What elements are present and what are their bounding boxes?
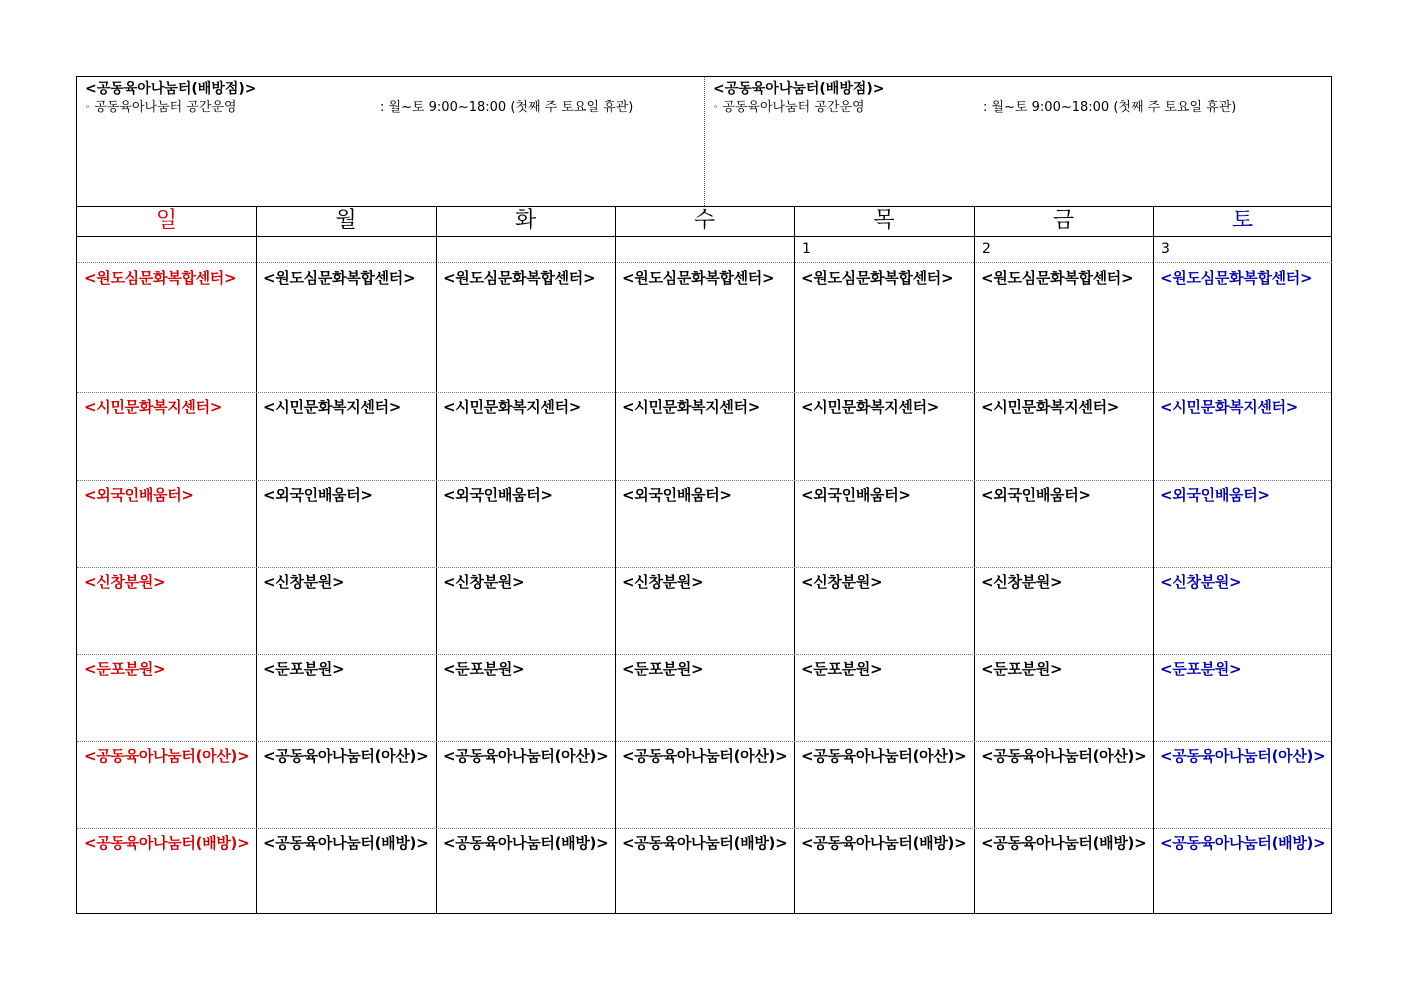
venue-cell: <외국인배움터> — [443, 486, 553, 504]
notice-area — [77, 77, 1331, 207]
row-divider — [77, 392, 1331, 393]
venue-cell: <원도심문화복합센터> — [1160, 269, 1313, 287]
venue-cell: <둔포분원> — [84, 660, 166, 678]
venue-cell: <둔포분원> — [981, 660, 1063, 678]
date-number — [436, 237, 615, 263]
notice-item-label: 공동육아나눔터 공간운영 — [722, 100, 865, 115]
venue-cell: <공동육아나눔터(아산)> — [443, 747, 609, 765]
notice-item-label: 공동육아나눔터 공간운영 — [94, 100, 237, 115]
weekday-header-monday: 월 — [256, 206, 436, 237]
venue-cell: <외국인배움터> — [622, 486, 732, 504]
venue-cell: <둔포분원> — [1160, 660, 1242, 678]
date-number: 1 — [794, 237, 974, 263]
venue-cell: <시민문화복지센터> — [801, 398, 940, 416]
venue-cell: <시민문화복지센터> — [981, 398, 1120, 416]
venue-cell: <원도심문화복합센터> — [981, 269, 1134, 287]
notice-item — [85, 96, 237, 115]
venue-cell: <공동육아나눔터(배방)> — [981, 834, 1147, 852]
venue-cell: <공동육아나눔터(아산)> — [84, 747, 250, 765]
venue-cell: <공동육아나눔터(배방)> — [443, 834, 609, 852]
venue-cell: <원도심문화복합센터> — [443, 269, 596, 287]
venue-cell: <외국인배움터> — [981, 486, 1091, 504]
column-divider — [436, 206, 437, 914]
venue-cell: <원도심문화복합센터> — [801, 269, 954, 287]
venue-cell: <신창분원> — [622, 573, 704, 591]
column-divider — [256, 206, 257, 914]
venue-cell: <공동육아나눔터(아산)> — [1160, 747, 1326, 765]
column-divider — [615, 206, 616, 914]
row-divider — [77, 828, 1331, 829]
column-divider — [974, 206, 975, 914]
venue-cell: <외국인배움터> — [263, 486, 373, 504]
venue-cell: <공동육아나눔터(아산)> — [981, 747, 1147, 765]
venue-cell: <외국인배움터> — [1160, 486, 1270, 504]
venue-cell: <신창분원> — [801, 573, 883, 591]
venue-cell: <둔포분원> — [801, 660, 883, 678]
venue-cell: <신창분원> — [981, 573, 1063, 591]
notice-item — [713, 96, 865, 115]
weekday-header-thursday: 목 — [794, 206, 974, 237]
venue-cell: <외국인배움터> — [84, 486, 194, 504]
date-number — [256, 237, 436, 263]
notice-left — [77, 77, 705, 206]
venue-cell: <공동육아나눔터(배방)> — [801, 834, 967, 852]
weekday-header-sunday: 일 — [77, 206, 256, 237]
venue-cell: <원도심문화복합센터> — [84, 269, 237, 287]
date-number: 2 — [974, 237, 1153, 263]
date-number — [77, 237, 256, 263]
calendar-sheet — [76, 76, 1332, 914]
venue-cell: <시민문화복지센터> — [1160, 398, 1299, 416]
weekday-header-wednesday: 수 — [615, 206, 794, 237]
venue-cell: <신창분원> — [1160, 573, 1242, 591]
venue-cell: <공동육아나눔터(배방)> — [263, 834, 429, 852]
venue-cell: <공동육아나눔터(배방)> — [622, 834, 788, 852]
bullet-icon: ◦ — [85, 102, 91, 113]
date-number — [615, 237, 794, 263]
column-divider — [1153, 206, 1154, 914]
venue-cell: <둔포분원> — [263, 660, 345, 678]
column-divider — [794, 206, 795, 914]
venue-cell: <둔포분원> — [622, 660, 704, 678]
weekday-header-friday: 금 — [974, 206, 1153, 237]
notice-title: <공동육아나눔터(배방점)> — [85, 81, 257, 97]
bullet-icon: ◦ — [713, 102, 719, 113]
venue-cell: <둔포분원> — [443, 660, 525, 678]
notice-hours: : 월~토 9:00~18:00 (첫째 주 토요일 휴관) — [380, 100, 634, 115]
row-divider — [77, 480, 1331, 481]
venue-cell: <신창분원> — [84, 573, 166, 591]
venue-cell: <시민문화복지센터> — [622, 398, 761, 416]
venue-cell: <신창분원> — [443, 573, 525, 591]
weekday-header-tuesday: 화 — [436, 206, 615, 237]
notice-right — [705, 77, 1331, 206]
venue-cell: <공동육아나눔터(배방)> — [84, 834, 250, 852]
row-divider — [77, 741, 1331, 742]
notice-hours: : 월~토 9:00~18:00 (첫째 주 토요일 휴관) — [983, 100, 1237, 115]
venue-cell: <공동육아나눔터(아산)> — [263, 747, 429, 765]
venue-cell: <공동육아나눔터(아산)> — [622, 747, 788, 765]
venue-cell: <시민문화복지센터> — [84, 398, 223, 416]
venue-cell: <원도심문화복합센터> — [263, 269, 416, 287]
venue-cell: <외국인배움터> — [801, 486, 911, 504]
venue-cell: <원도심문화복합센터> — [622, 269, 775, 287]
notice-title: <공동육아나눔터(배방점)> — [713, 81, 885, 97]
venue-cell: <공동육아나눔터(배방)> — [1160, 834, 1326, 852]
venue-cell: <신창분원> — [263, 573, 345, 591]
venue-cell: <공동육아나눔터(아산)> — [801, 747, 967, 765]
venue-cell: <시민문화복지센터> — [443, 398, 582, 416]
weekday-header-saturday: 토 — [1153, 206, 1332, 237]
row-divider — [77, 567, 1331, 568]
row-divider — [77, 654, 1331, 655]
date-number: 3 — [1153, 237, 1332, 263]
venue-cell: <시민문화복지센터> — [263, 398, 402, 416]
